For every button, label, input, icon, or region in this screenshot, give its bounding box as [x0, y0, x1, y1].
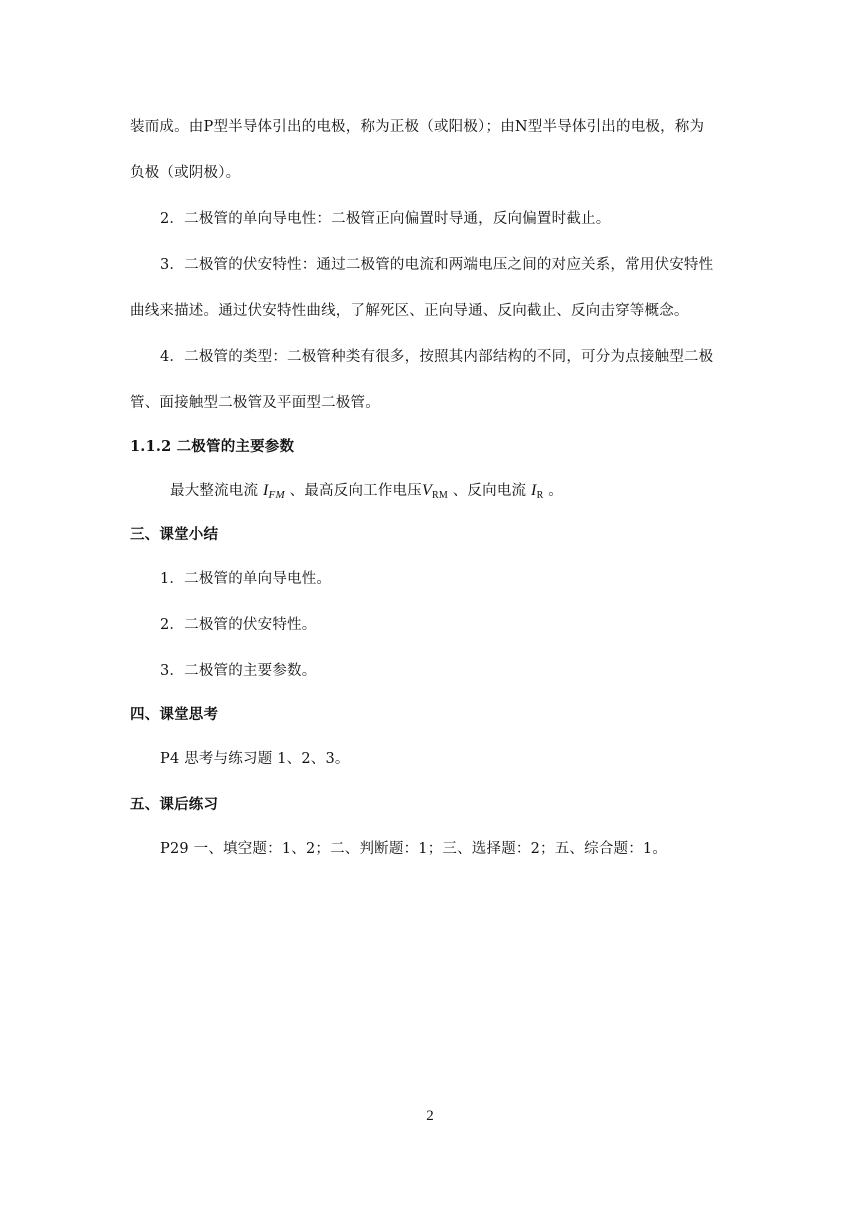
section-heading-main-parameters: 1.1.2 二极管的主要参数: [130, 438, 295, 455]
page-number: 2: [426, 1108, 434, 1124]
paragraph-unidirectional-conductivity: 2．二极管的单向导电性：二极管正向偏置时导通，反向偏置时截止。: [160, 211, 611, 227]
parameters-line: [170, 481, 770, 506]
summary-item: 3．二极管的主要参数。: [160, 663, 317, 679]
param-text-2: 、最高反向工作电压: [289, 483, 422, 499]
ifm-symbol: IFM: [263, 482, 285, 501]
summary-item: 1．二极管的单向导电性。: [160, 571, 332, 587]
paragraph-iv-characteristic-line-1: 3．二极管的伏安特性：通过二极管的电流和两端电压之间的对应关系，常用伏安特性: [160, 257, 714, 273]
paragraph-diode-types-line-1: 4．二极管的类型：二极管种类有很多，按照其内部结构的不同，可分为点接触型二极: [160, 349, 714, 365]
thinking-text: P4 思考与练习题 1、2、3。: [160, 751, 350, 767]
paragraph-diode-types-line-2: 管、面接触型二极管及平面型二极管。: [130, 395, 380, 411]
vrm-symbol: $V_{RM}$: [421, 482, 448, 501]
param-text-1: 最大整流电流: [170, 483, 259, 499]
paragraph-1-line-1: 装而成。由P型半导体引出的电极，称为正极（或阳极）；由N型半导体引出的电极，称为: [130, 119, 705, 135]
paragraph-1-line-2: 负极（或阴极）。: [130, 165, 241, 181]
paragraph-iv-characteristic-line-2: 曲线来描述。通过伏安特性曲线，了解死区、正向导通、反向截止、反向击穿等概念。: [130, 303, 689, 319]
summary-item: 2．二极管的伏安特性。: [160, 617, 317, 633]
section-heading-homework: 五、课后练习: [130, 796, 219, 813]
ir-symbol: $I_R$: [531, 482, 544, 501]
homework-text: P29 一、填空题：1、2；二、判断题：1；三、选择题：2；五、综合题：1。: [160, 841, 668, 857]
section-heading-thinking: 四、课堂思考: [130, 706, 219, 723]
param-text-4: 。: [548, 483, 563, 499]
param-text-3: 、反向电流: [452, 483, 527, 499]
section-heading-summary: 三、课堂小结: [130, 526, 219, 543]
